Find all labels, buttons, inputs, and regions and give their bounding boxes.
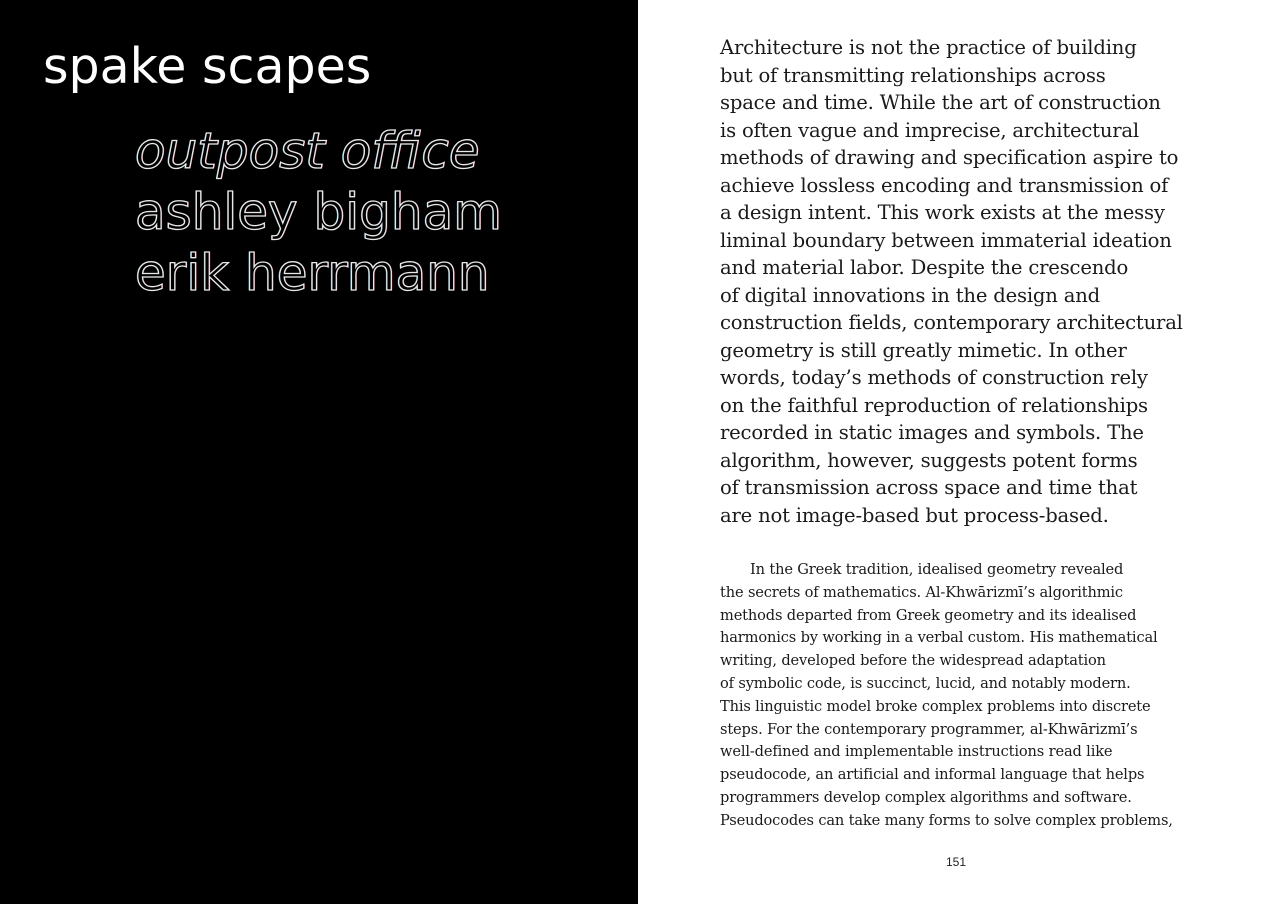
body-line: the secrets of mathematics. Al-Khwārizmī’s algorithmic: [720, 583, 1123, 601]
body-line: This linguistic model broke complex problems into discrete: [720, 697, 1151, 715]
body-line: writing, developed before the widespread adaptation: [720, 652, 1106, 670]
lead-line: words, today’s methods of construction rely: [720, 366, 1148, 389]
credit-ashley-bigham: ashley bigham: [135, 183, 502, 241]
lead-line: geometry is still greatly mimetic. In other: [720, 338, 1127, 362]
body-line: steps. For the contemporary programmer, al-Khwārizmī’s: [720, 720, 1138, 738]
page-number: 151: [945, 855, 967, 869]
lead-line: of digital innovations in the design and: [720, 283, 1100, 307]
body-line: programmers develop complex algorithms and software.: [720, 788, 1132, 806]
lead-line: and material labor. Despite the crescendo: [720, 256, 1129, 279]
chapter-title: spake scapes: [43, 38, 372, 95]
body-paragraph: [720, 559, 1173, 833]
body-line: In the Greek tradition, idealised geometry revealed: [750, 561, 1124, 578]
body-line: of symbolic code, is succinct, lucid, and notably modern.: [720, 674, 1131, 692]
right-page: [638, 0, 1275, 904]
lead-line: a design intent. This work exists at the messy: [720, 201, 1165, 224]
credit-erik-herrmann: erik herrmann: [135, 244, 490, 302]
lead-line: space and time. While the art of construction: [720, 91, 1161, 114]
lead-line: Architecture is not the practice of building: [720, 36, 1137, 59]
lead-line: achieve lossless encoding and transmission of: [720, 173, 1169, 197]
lead-line: algorithm, however, suggests potent forms: [720, 448, 1138, 472]
lead-line: liminal boundary between immaterial ideation: [720, 228, 1172, 252]
body-line: well-defined and implementable instructions read like: [720, 743, 1113, 761]
lead-line: of transmission across space and time that: [720, 476, 1138, 499]
body-line: harmonics by working in a verbal custom. His mathematical: [720, 629, 1158, 647]
lead-line: on the faithful reproduction of relationships: [720, 393, 1148, 417]
credit-outpost-office: outpost office: [135, 122, 480, 180]
body-line: pseudocode, an artificial and informal language that helps: [720, 766, 1145, 784]
lead-line: recorded in static images and symbols. The: [720, 421, 1144, 444]
credits-block: [135, 121, 502, 304]
body-line: Pseudocodes can take many forms to solve complex problems,: [720, 811, 1173, 829]
lead-line: methods of drawing and specification aspire to: [720, 146, 1179, 169]
lead-line: but of transmitting relationships across: [720, 63, 1106, 87]
lead-line: are not image-based but process-based.: [720, 503, 1109, 527]
body-line: methods departed from Greek geometry and its idealised: [720, 606, 1137, 624]
lead-line: construction fields, contemporary architectural: [720, 311, 1183, 334]
lead-paragraph: [720, 34, 1183, 529]
lead-line: is often vague and imprecise, architectural: [720, 118, 1139, 142]
